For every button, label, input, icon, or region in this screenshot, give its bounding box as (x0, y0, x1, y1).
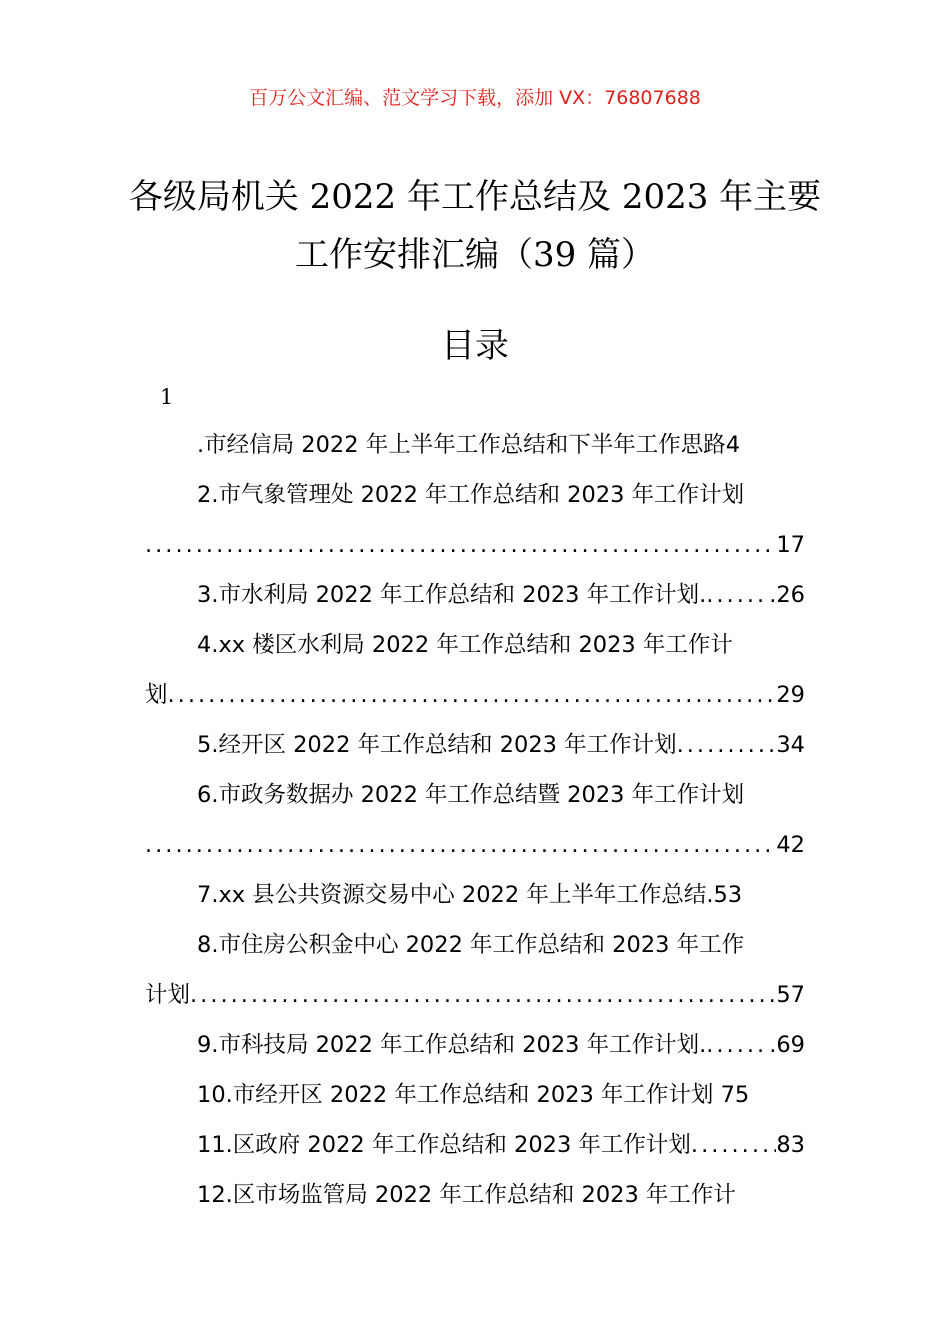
toc-entry-text: 计划 (145, 982, 191, 1008)
toc-dot-leader (145, 520, 776, 570)
toc-entry[interactable] (145, 420, 805, 470)
toc-entry-text: 6.市政务数据办 2022 年工作总结暨 2023 年工作计划 (197, 782, 745, 808)
toc-entry-text: 4.xx 楼区水利局 2022 年工作总结和 2023 年工作计 (197, 632, 733, 658)
toc-entry-text: 9.市科技局 2022 年工作总结和 2023 年工作计划. (197, 1032, 707, 1058)
toc-entry-text: 11.区政府 2022 年工作总结和 2023 年工作计划 (197, 1132, 691, 1158)
toc-dot-leader (145, 820, 776, 870)
table-of-contents (145, 420, 805, 1220)
toc-dot-leader (691, 1120, 776, 1170)
toc-page-number: 29 (776, 682, 805, 708)
toc-page-number: 17 (776, 532, 805, 558)
toc-entry[interactable] (145, 1120, 805, 1170)
toc-page-number: .26 (769, 582, 805, 608)
toc-entry[interactable] (145, 1020, 805, 1070)
toc-entry[interactable] (145, 470, 805, 520)
toc-page-number: 57 (776, 982, 805, 1008)
toc-heading: 目录 (441, 326, 509, 366)
toc-entry[interactable] (145, 1170, 805, 1220)
document-title (120, 168, 830, 284)
toc-dot-leader (706, 1020, 769, 1070)
toc-entry-text: 8.市住房公积金中心 2022 年工作总结和 2023 年工作 (197, 932, 745, 958)
toc-entry-text: 10.市经开区 2022 年工作总结和 2023 年工作计划 75 (197, 1082, 750, 1108)
toc-entry[interactable] (145, 620, 805, 670)
title-line-1: 各级局机关 2022 年工作总结及 2023 年主要 (128, 177, 822, 217)
toc-entry[interactable] (145, 520, 805, 570)
toc-entry-text: .市经信局 2022 年上半年工作总结和下半年工作思路4 (197, 432, 741, 458)
toc-entry[interactable] (145, 920, 805, 970)
toc-entry[interactable] (145, 570, 805, 620)
toc-dot-leader (168, 670, 777, 720)
toc-entry-text: 5.经开区 2022 年工作总结和 2023 年工作计划 (197, 732, 677, 758)
toc-dot-leader (190, 970, 776, 1020)
toc-entry[interactable] (145, 670, 805, 720)
toc-entry-text: 3.市水利局 2022 年工作总结和 2023 年工作计划. (197, 582, 707, 608)
toc-entry-text: 划 (145, 682, 168, 708)
toc-dot-leader (706, 570, 769, 620)
title-line-2: 工作安排汇编（39 篇） (294, 235, 656, 275)
toc-entry[interactable] (145, 870, 805, 920)
toc-page-number: 42 (776, 832, 805, 858)
watermark-header: 百万公文汇编、范文学习下载，添加 VX：76807688 (249, 87, 701, 109)
toc-entry[interactable] (145, 720, 805, 770)
toc-entry[interactable] (145, 770, 805, 820)
toc-entry[interactable] (145, 1070, 805, 1120)
toc-entry-text: 7.xx 县公共资源交易中心 2022 年上半年工作总结.53 (197, 882, 743, 908)
toc-entry-text: 2.市气象管理处 2022 年工作总结和 2023 年工作计划 (197, 482, 745, 508)
toc-page-number: 34 (776, 732, 805, 758)
toc-page-number: 83 (776, 1132, 805, 1158)
toc-entry[interactable] (145, 820, 805, 870)
page-number: 1 (160, 385, 174, 409)
toc-page-number: .69 (769, 1032, 805, 1058)
toc-entry-text: 12.区市场监管局 2022 年工作总结和 2023 年工作计 (197, 1182, 736, 1208)
toc-dot-leader (677, 720, 777, 770)
toc-entry[interactable] (145, 970, 805, 1020)
